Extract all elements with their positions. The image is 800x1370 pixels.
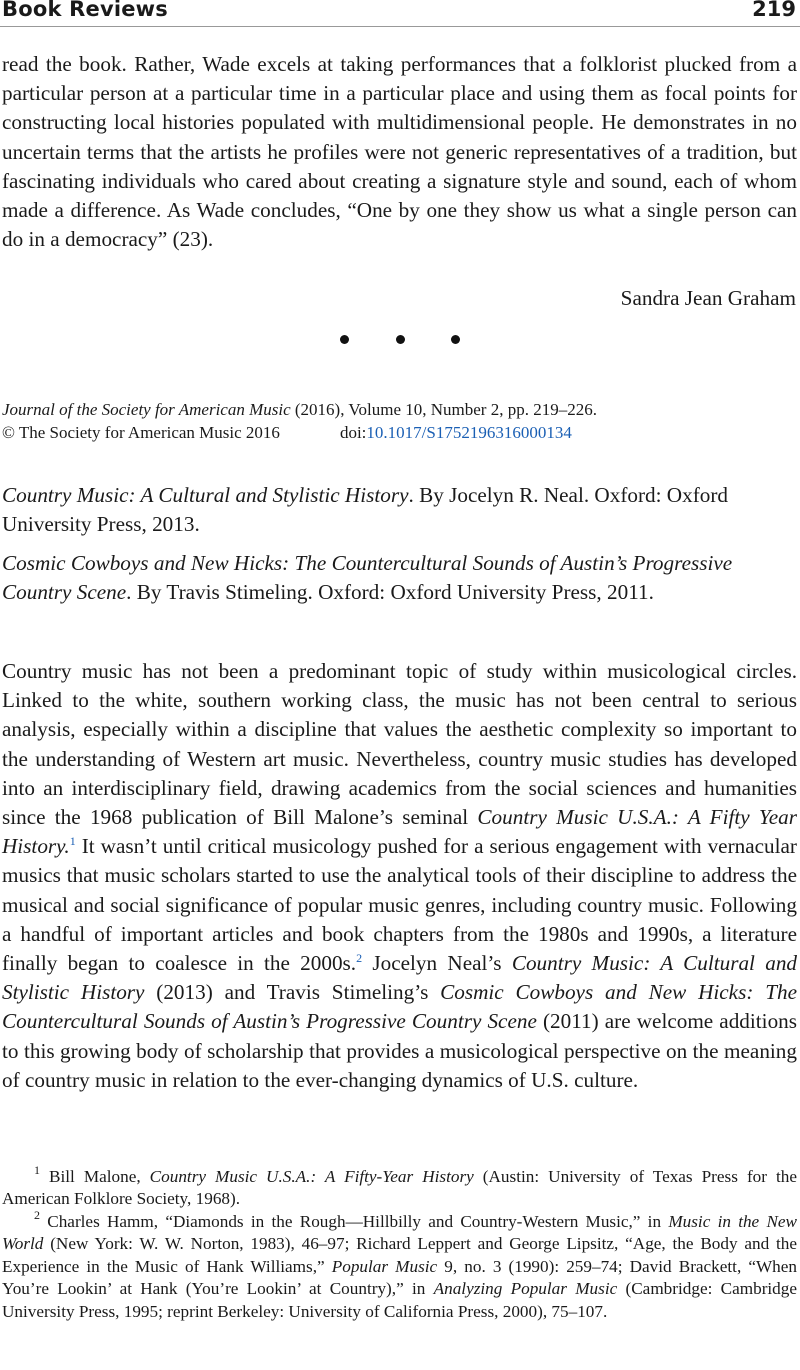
section-separator — [340, 335, 460, 344]
body-text: (2011) are welcome additions to this growing body of scholarship that provides a musicological perspective on the meaning of country music in relation to the ever-changing dynamics of U.S. culture. — [2, 1009, 797, 1092]
page-number: 219 — [752, 0, 796, 21]
doi-link[interactable]: 10.1017/S1752196316000134 — [366, 422, 572, 442]
review-body-paragraph — [2, 657, 797, 1095]
journal-name: Journal of the Society for American Music — [2, 400, 291, 419]
cited-title: Country Music: A Cultural and Stylistic History — [2, 951, 798, 1005]
doi-label: doi: — [339, 422, 367, 442]
footnote-title: Country Music U.S.A.: A Fifty-Year History — [149, 1167, 474, 1186]
book-entry — [2, 481, 797, 539]
previous-review-paragraph: read the book. Rather, Wade excels at taking performances that a folklorist plucked from a particular person at a particular time in a particular place and using them as focal points for constructing local histories populated with multidimensional people. He demonstrates in no uncertain terms that the artists he profiles were not generic representatives of a tradition, but fascinating individuals who cared about creating a signature style and sound, each of whom made a difference. As Wade concludes, “One by one they show us what a single person can do in a democracy” (23). — [2, 52, 797, 252]
footnote-title: Analyzing Popular Music — [433, 1279, 618, 1299]
footnote-title: Music in the New World — [2, 1212, 797, 1254]
cited-title: Country Music U.S.A.: A Fifty Year History. — [2, 805, 797, 859]
footnote-title: Popular Music — [331, 1256, 438, 1276]
book-details: . By Jocelyn R. Neal. Oxford: Oxford University Press, 2013. — [2, 483, 729, 537]
body-text: It wasn’t until critical musicology pushed for a serious engagement with vernacular musics that music scholars started to use the analytical tools of their discipline to address the musical and social significance of popular music genres, including country music. Following a handful of important articles and book chapters from the 1980s and 1990s, a literature finally began to coalesce in the 2000s. — [2, 834, 797, 976]
footnote-text: Bill Malone, — [40, 1167, 150, 1186]
journal-volume: (2016), Volume 10, Number 2, pp. 219–226. — [294, 400, 597, 419]
body-text: Country music has not been a predominant topic of study within musicological circles. Linked to the white, southern working class, the music has not been central to serious analysis, especially within a discipline that values the aesthetic complexity so important to the understanding of Western art music. Nevertheless, country music studies has developed into an interdisciplinary field, drawing academics from the social sciences and humanities since the 1968 publication of Bill Malone’s seminal — [2, 659, 797, 830]
footnote-1 — [2, 1163, 798, 1211]
footnote-text: Charles Hamm, “Diamonds in the Rough—Hillbilly and Country-Western Music,” in — [40, 1212, 669, 1231]
journal-citation — [2, 399, 792, 444]
body-text: Jocelyn Neal’s — [362, 951, 512, 976]
book-title: Cosmic Cowboys and New Hicks: The Countercultural Sounds of Austin’s Progressive Country Scene — [2, 551, 733, 605]
footnote-number: 2 — [34, 1208, 40, 1222]
footnote-text: (Cambridge: Cambridge University Press, 1995; reprint Berkeley: University of California Press, 2000), 75–107. — [2, 1279, 798, 1321]
footnote-text: (New York: W. W. Norton, 1983), 46–97; Richard Leppert and George Lipsitz, “Age, the Body and the Experience in the Music of Hank Williams,” — [2, 1234, 797, 1276]
separator-dot — [451, 335, 460, 344]
separator-dot — [340, 335, 349, 344]
separator-dot — [396, 335, 405, 344]
footnote-text: (Austin: University of Texas Press for the American Folklore Society, 1968). — [2, 1167, 798, 1209]
cited-title: Cosmic Cowboys and New Hicks: The Countercultural Sounds of Austin’s Progressive Country Scene — [2, 980, 797, 1034]
book-entry — [2, 549, 797, 607]
footnote-ref-1[interactable]: 1 — [69, 834, 76, 849]
running-title: Book Reviews — [2, 0, 168, 21]
header-rule — [0, 26, 800, 27]
body-text: (2013) and Travis Stimeling’s — [144, 980, 441, 1005]
footnote-ref-2[interactable]: 2 — [356, 951, 363, 966]
page-header — [0, 0, 800, 26]
footnote-text: 9, no. 3 (1990): 259–74; David Brackett, “When You’re Lookin’ at Hank (You’re Lookin’ at Country),” in — [2, 1256, 797, 1299]
footnote-2 — [2, 1208, 798, 1323]
book-title: Country Music: A Cultural and Stylistic History — [2, 483, 409, 507]
reviewer-signature: Sandra Jean Graham — [620, 286, 796, 310]
copyright: © The Society for American Music 2016 — [2, 422, 280, 442]
footnote-number: 1 — [34, 1163, 40, 1177]
book-details: . By Travis Stimeling. Oxford: Oxford University Press, 2011. — [126, 580, 654, 605]
